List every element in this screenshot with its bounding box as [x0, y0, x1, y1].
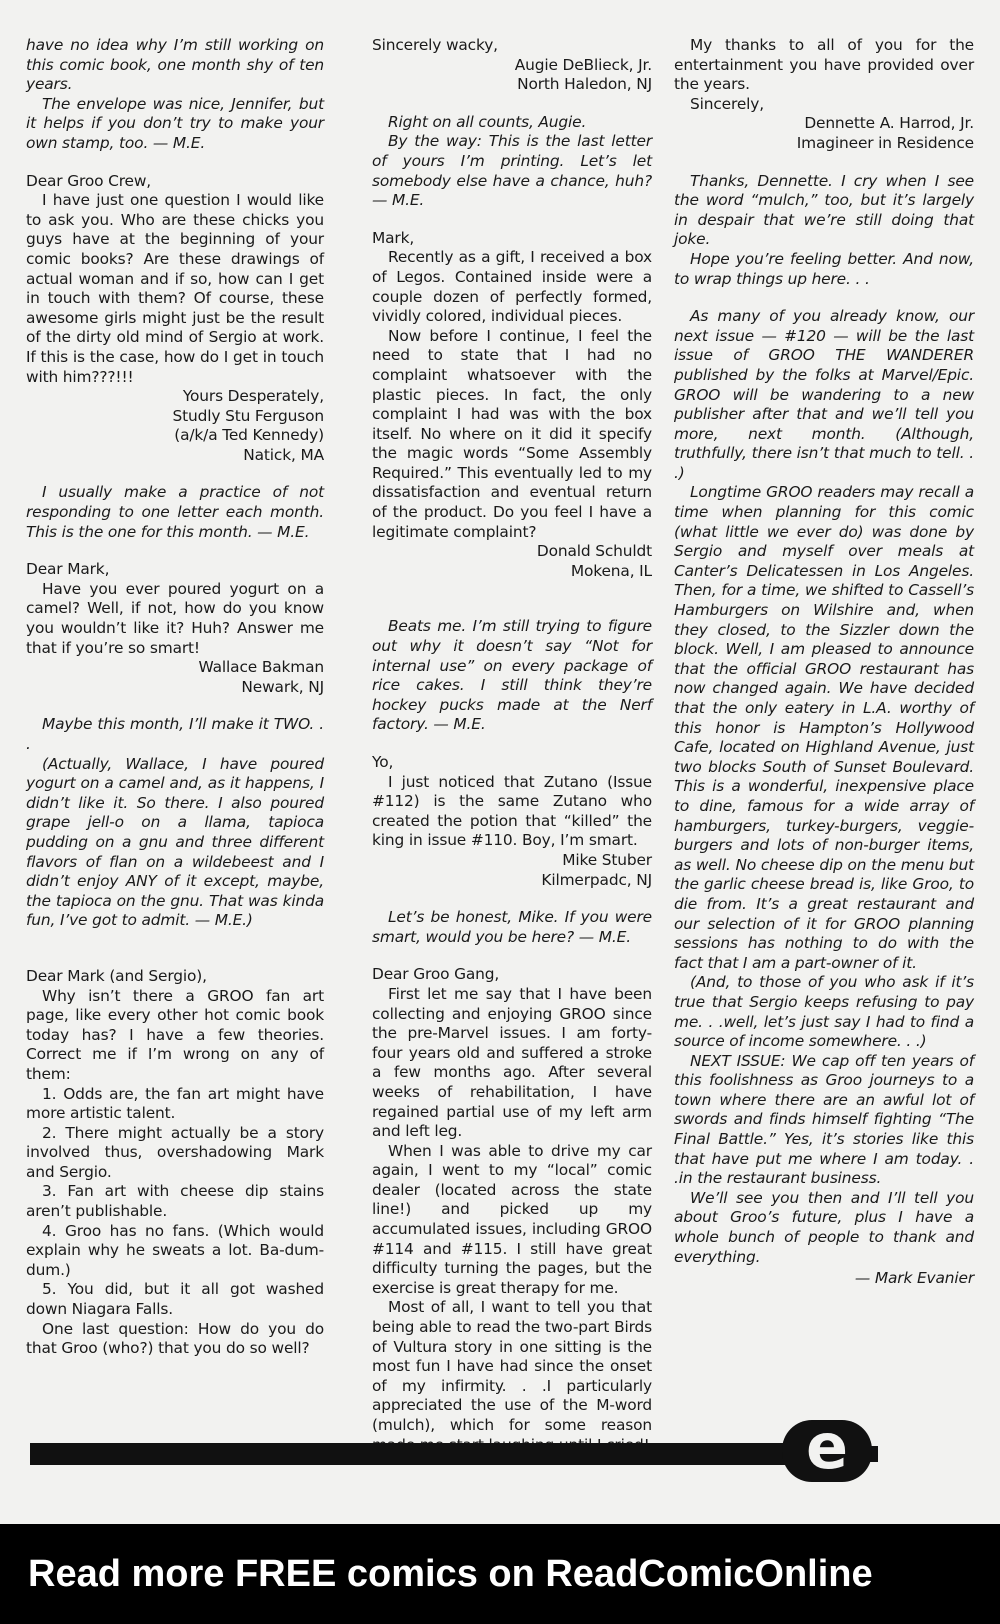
- letter-salutation: Dear Groo Gang,: [372, 965, 500, 984]
- reply-text: Thanks, Dennette. I cry when I see the word “mulch,” too, but it’s largely in despair that we’re still doing that joke.: [674, 171, 974, 249]
- letter-signature: Wallace Bakman Newark, NJ: [198, 658, 324, 696]
- reply-text: Hope you’re feeling better. And now, to wrap things up here. . .: [674, 249, 974, 288]
- letter-body: Have you ever poured yogurt on a camel? Well, if not, how do you know you wouldn’t like it? Huh? Answer me that if you’re so smart!: [26, 579, 324, 657]
- list-item: 4. Groo has no fans. (Which would explain why he sweats a lot. Ba-dum-dum.): [26, 1221, 324, 1279]
- letter-body: Why isn’t there a GROO fan art page, like every other hot comic book today has? I have a few theories. Correct me if I’m wrong on any of them:: [26, 986, 324, 1083]
- reply-text: (Actually, Wallace, I have poured yogurt on a camel and, as it happens, I didn’t like it. So there. I also poured grape jell-o on a llama, tapioca pudding on a gnu and three different flavors of flan on a wildebeest and I didn’t enjoy ANY of it except, maybe, the tapioca on the gnu. That was kinda fun, I’ve got to admit. — M.E.): [26, 754, 324, 930]
- reply-text: have no idea why I’m still working on this comic book, one month shy of ten years.: [26, 36, 324, 94]
- letter-salutation: Dear Mark (and Sergio),: [26, 966, 207, 985]
- list-item: 5. You did, but it all got washed down Niagara Falls.: [26, 1280, 324, 1319]
- column-1: [26, 36, 324, 1359]
- letter-signature: Dennette A. Harrod, Jr. Imagineer in Residence: [796, 114, 974, 152]
- reply-text: Right on all counts, Augie.: [388, 112, 587, 131]
- letter-body: When I was able to drive my car again, I went to my “local” comic dealer (located across the state line!) and picked up my accumulated issues, including GROO #114 and #115. I still have great difficulty turning the pages, but the exercise is great therapy for me.: [372, 1141, 652, 1297]
- epic-logo-letter: e: [805, 1410, 849, 1483]
- letter-body: Most of all, I want to tell you that being able to read the two-part Birds of Vultura story in one sitting is the most fun I have had since the onset of my infirmity. . .I particularly appreciated the use of the M-word (mulch), which for some reason: [372, 1298, 652, 1434]
- letter-signature: Augie DeBlieck, Jr. North Haledon, NJ: [514, 55, 652, 94]
- letter-salutation: Mark,: [372, 228, 415, 247]
- letter-salutation: Dear Mark,: [26, 560, 110, 579]
- column-3: [674, 36, 974, 1289]
- editorial-text: Longtime GROO readers may recall a time when planning for this comic (what little we ever do) was done by Sergio and myself over meals at Canter’s Delicatessen in Los Angeles. Then, for a time, we shifted to Cassell’s Hamburgers on Wilshire and, when they closed, to the Sizzler down the block. Well, I am pleased to announce that the official GROO restaurant has now changed again. We have decided that the only eatery in L.A. worthy of this honor is Hampton’s Hollywood Cafe, located on Highland Avenue, just two blocks South of Sunset Boulevard. This is a wonderful, inexpensive place to dine, famous for a wide array of hamburgers, turkey-burgers, veggie-burgers and lots of non-burger items, as well. No cheese dip on the menu but the garlic cheese bread is, like Groo, to die from. It’s a great restaurant and our selection of it for GROO planning sessions has nothing to do with the fact that I am a part-owner of it.: [674, 483, 974, 972]
- reply-text: Let’s be honest, Mike. If you were smart, would you be here? — M.E.: [372, 908, 652, 946]
- epic-logo-icon: [782, 1410, 872, 1483]
- letter-body: One last question: How do you do that Groo (who?) that you do so well?: [26, 1319, 324, 1358]
- reply-text: The envelope was nice, Jennifer, but it helps if you don’t try to make your own stamp, too. — M.E.: [26, 94, 324, 152]
- editorial-text: As many of you already know, our next issue — #120 — will be the last issue of GROO THE WANDERER published by the folks at Marvel/Epic. GROO will be wandering to a new publisher after that and we’ll tell you more, next month. (Although, truthfully, there isn’t that much to tell. . .): [674, 307, 974, 482]
- letter-body: I just noticed that Zutano (Issue #112) is the same Zutano who created the potion that “killed” the king in issue #110. Boy, I’m smart.: [372, 772, 652, 850]
- list-item: 3. Fan art with cheese dip stains aren’t publishable.: [26, 1182, 324, 1221]
- reply-text: I usually make a practice of not responding to one letter each month. This is the one for this month. — M.E.: [26, 483, 324, 541]
- letter-body: Now before I continue, I feel the need to state that I had no complaint whatsoever with the plastic pieces. In fact, the only complaint I had was with the box itself. No where on it did it specify the magic words “Some Assembly Required.” This eventually led to my dissatisfaction and eventual return of the product. Do you feel I have a legitimate complaint?: [372, 326, 652, 541]
- promo-text: Read more FREE comics on ReadComicOnline: [28, 1553, 873, 1595]
- promo-footer: [0, 1524, 1000, 1624]
- letter-body: I have just one question I would like to ask you. Who are these chicks you guys have at the beginning of your comic books? Are these drawings of actual woman and if so, how can I get in touch with them? Of course, these awesome girls might just be the result of the dirty old mind of Sergio at work. If this is the case, how do I get in touch with him???!!!: [26, 191, 324, 386]
- letter-closing: Sincerely,: [690, 94, 764, 113]
- letter-signature: Mike Stuber Kilmerpadc, NJ: [541, 850, 652, 889]
- editorial-text: We’ll see you then and I’ll tell you about Groo’s future, plus I have a whole bunch of people to thank and everything.: [674, 1188, 974, 1266]
- reply-text: By the way: This is the last letter of yours I’m printing. Let’s let somebody else have a chance, huh? — M.E.: [372, 132, 652, 210]
- letter-body: Recently as a gift, I received a box of Legos. Contained inside were a couple dozen of perfectly formed, vividly colored, individual pieces.: [372, 248, 652, 326]
- letter-salutation: Dear Groo Crew,: [26, 171, 152, 190]
- letter-body: First let me say that I have been collecting and enjoying GROO since the pre-Marvel issues. I am forty-four years old and suffered a stroke a few months ago. After several weeks of rehabilitation, I have regained partial use of my left arm and left leg.: [372, 984, 652, 1141]
- editorial-text: (And, to those of you who ask if it’s true that Sergio keeps refusing to pay me. . .well, let’s just say I had to find a source of income somewhere. . .): [674, 973, 974, 1051]
- editorial-text: NEXT ISSUE: We cap off ten years of this foolishness as Groo journeys to a town where there are an awful lot of swords and finds himself fighting “The Final Battle.” Yes, it’s stories like this that have put me where I am today. . .in the restaurant business.: [674, 1051, 974, 1188]
- letter-signature: Yours Desperately, Studly Stu Ferguson (a/k/a Ted Kennedy) Natick, MA: [172, 387, 324, 464]
- list-item: 2. There might actually be a story involved thus, overshadowing Mark and Sergio.: [26, 1123, 324, 1181]
- list-item: 1. Odds are, the fan art might have more artistic talent.: [26, 1084, 324, 1123]
- letter-closing: Sincerely wacky,: [372, 36, 498, 54]
- letter-body: My thanks to all of you for the entertainment you have provided over the years.: [674, 36, 974, 94]
- epic-bar: [30, 1443, 860, 1465]
- letter-signature: Donald Schuldt Mokena, IL: [536, 542, 652, 580]
- column-2: [372, 36, 652, 1455]
- letter-salutation: Yo,: [372, 753, 394, 771]
- reply-text: Beats me. I’m still trying to figure out why it doesn’t say “Not for internal use” on every package of rice cakes. I still think they’re hockey pucks made at the Nerf factory. — M.E.: [372, 617, 652, 734]
- reply-text: Maybe this month, I’ll make it TWO. . .: [26, 715, 324, 753]
- editor-signoff: — Mark Evanier: [854, 1269, 974, 1288]
